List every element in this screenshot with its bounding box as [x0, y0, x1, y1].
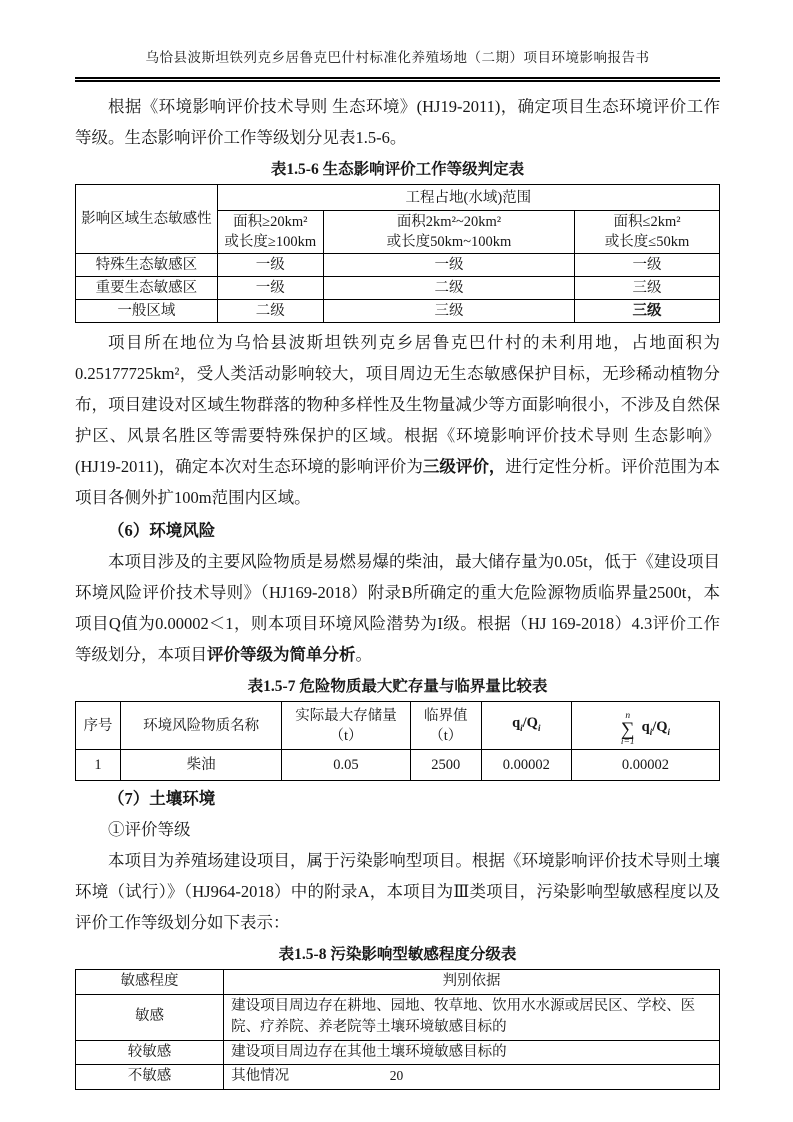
risk-table-header-no: 序号 [76, 702, 121, 750]
risk-table-header-name: 环境风险物质名称 [121, 702, 282, 750]
risk-table-header-critical: 临界值 （t） [410, 702, 481, 750]
table-row: 不敏感 其他情况 [76, 1065, 720, 1090]
risk-table-header-sum [571, 702, 719, 750]
risk-substance-table [75, 701, 720, 781]
sum-upper-limit: n [625, 710, 631, 721]
report-header-title: 乌恰县波斯坦铁列克乡居鲁克巴什村标准化养殖场地（二期）项目环境影响报告书 [145, 50, 650, 65]
sum-expression: $q_i/Q_i$ [641, 719, 671, 737]
eco-table-corner-header: 影响区域生态敏感性 [76, 185, 218, 254]
soil-table-header-level: 敏感程度 [76, 970, 224, 995]
risk-table-header-qQ: $q_i/Q_i$ [481, 702, 571, 750]
table-row: 一般区域 二级 三级 三级 [76, 300, 720, 323]
soil-paragraph: 本项目为养殖场建设项目，属于污染影响型项目。根据《环境影响评价技术导则土壤环境（试行）》（HJ964-2018）中的附录A，本项目为Ⅲ类项目，污染影响型敏感程度以及评价工作等级划分如下表示： [75, 851, 720, 932]
soil-grade-subheading: ①评价等级 [108, 820, 191, 839]
table-row: 1 柴油 0.05 2500 0.00002 0.00002 [76, 750, 720, 781]
risk-paragraph: 本项目涉及的主要风险物质是易燃易爆的柴油，最大储存量为0.05t，低于《建设项目环境风险评价技术导则》（HJ169-2018）附录B所确定的重大危险源物质临界量2500t，本项目Q值为0.00002＜1，则本项目环境风险潜势为I级。根据（HJ 169-2018）4.3评价工作等级划分，本项目评价等级为简单分析。 [75, 552, 720, 664]
eco-table-col-header: 面积2km²~20km² 或长度50km~100km [323, 211, 574, 254]
table-row: 特殊生态敏感区 一级 一级 一级 [76, 254, 720, 277]
table-row: 敏感 建设项目周边存在耕地、园地、牧草地、饮用水水源或居民区、学校、医院、疗养院、养老院等土壤环境敏感目标的 [76, 994, 720, 1040]
sigma-symbol: ∑ [620, 719, 635, 740]
header-double-rule [75, 77, 720, 82]
project-grade-cell: 三级 [575, 300, 720, 323]
eco-table-col-header: 面积≤2km² 或长度≤50km [575, 211, 720, 254]
soil-table-header-criteria: 判别依据 [224, 970, 720, 995]
section-7-heading: （7）土壤环境 [108, 789, 216, 808]
section-6-heading: （6）环境风险 [108, 521, 216, 540]
intro-paragraph: 根据《环境影响评价技术导则 生态环境》(HJ19-2011)，确定项目生态环境评价工作等级。生态影响评价工作等级划分见表1.5-6。 [75, 97, 720, 147]
eco-table-span-header: 工程占地(水域)范围 [217, 185, 719, 211]
risk-table-header-storage: 实际最大存储量（t） [282, 702, 411, 750]
eco-table-col-header: 面积≥20km² 或长度≥100km [217, 211, 323, 254]
table-row: 较敏感 建设项目周边存在其他土壤环境敏感目标的 [76, 1040, 720, 1065]
table-row: 重要生态敏感区 一级 二级 三级 [76, 277, 720, 300]
eco-assessment-paragraph: 项目所在地位为乌恰县波斯坦铁列克乡居鲁克巴什村的未利用地，占地面积为0.25177725km²，受人类活动影响较大，项目周边无生态敏感保护目标，无珍稀动植物分布，项目建设对区域生物群落的物种多样性及生物量减少等方面影响很小，不涉及自然保护区、风景名胜区等需要特殊保护的区域。根据《环境影响评价技术导则 生态影响》(HJ19-2011)，确定本次对生态环境的影响评价为三级评价，进行定性分析。评价范围为本项目各侧外扩100m范围内区域。 [75, 333, 721, 507]
table-1-5-6-caption: 表1.5-6 生态影响评价工作等级判定表 [270, 161, 525, 178]
page-number: 20 [389, 1068, 404, 1083]
sum-lower-limit: i=1 [620, 737, 635, 747]
table-1-5-7-caption: 表1.5-7 危险物质最大贮存量与临界量比较表 [247, 678, 548, 695]
table-1-5-8-caption: 表1.5-8 污染影响型敏感程度分级表 [278, 946, 517, 963]
eco-grade-table [75, 184, 720, 323]
